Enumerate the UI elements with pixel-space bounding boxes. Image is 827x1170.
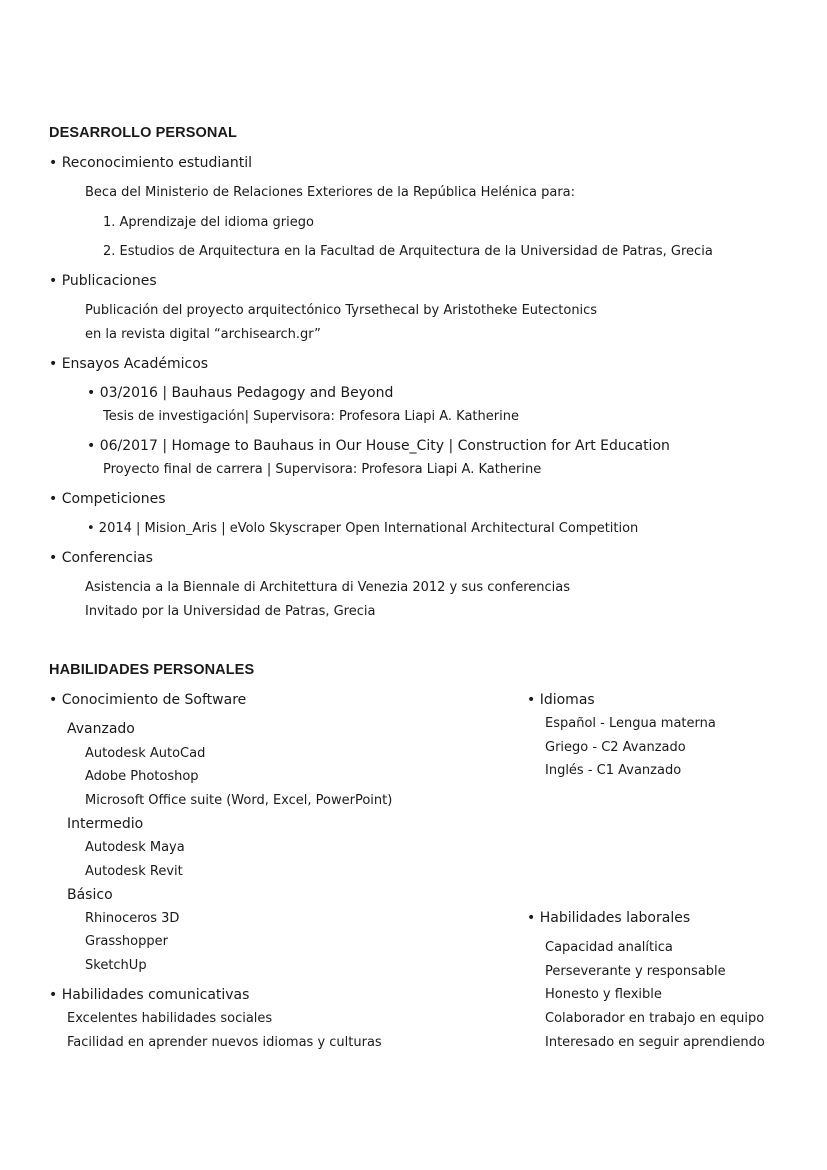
laboral-item: Interesado en seguir aprendiendo bbox=[545, 1035, 765, 1050]
software-item: Adobe Photoshop bbox=[85, 769, 199, 784]
reconocimiento-item: 1. Aprendizaje del idioma griego bbox=[103, 215, 314, 230]
software-level: Avanzado bbox=[67, 721, 135, 737]
software-level: Intermedio bbox=[67, 816, 144, 832]
publicaciones-line: Publicación del proyecto arquitectónico Tyrsethecal by Aristotheke Eutectonics bbox=[85, 303, 598, 318]
software-item: Autodesk Maya bbox=[85, 840, 185, 855]
section-title-habilidades-personales: HABILIDADES PERSONALES bbox=[49, 662, 255, 678]
idiomas-heading: • Idiomas bbox=[527, 692, 595, 708]
laboral-item: Perseverante y responsable bbox=[545, 964, 726, 979]
ensayo-title: • 06/2017 | Homage to Bauhaus in Our House_City | Construction for Art Education bbox=[87, 438, 670, 454]
idioma-item: Inglés - C1 Avanzado bbox=[545, 763, 682, 778]
reconocimiento-item: 2. Estudios de Arquitectura en la Facultad de Arquitectura de la Universidad de Patras, Grecia bbox=[103, 244, 713, 259]
publicaciones-line: en la revista digital “archisearch.gr” bbox=[85, 327, 321, 342]
comunicativas-item: Excelentes habilidades sociales bbox=[67, 1011, 273, 1026]
comunicativas-heading: • Habilidades comunicativas bbox=[49, 987, 250, 1003]
competicion-item: • 2014 | Mision_Aris | eVolo Skyscraper Open International Architectural Competition bbox=[87, 521, 639, 536]
conferencias-heading: • Conferencias bbox=[49, 550, 153, 566]
ensayo-detail: Tesis de investigación| Supervisora: Profesora Liapi A. Katherine bbox=[103, 409, 519, 424]
laboral-item: Capacidad analítica bbox=[545, 940, 673, 955]
conferencias-line: Invitado por la Universidad de Patras, Grecia bbox=[85, 604, 376, 619]
ensayos-heading: • Ensayos Académicos bbox=[49, 356, 209, 372]
laboral-item: Colaborador en trabajo en equipo bbox=[545, 1011, 765, 1026]
comunicativas-item: Facilidad en aprender nuevos idiomas y culturas bbox=[67, 1035, 382, 1050]
reconocimiento-intro: Beca del Ministerio de Relaciones Exteriores de la República Helénica para: bbox=[85, 185, 576, 200]
software-item: Rhinoceros 3D bbox=[85, 911, 180, 926]
competiciones-heading: • Competiciones bbox=[49, 491, 166, 507]
idioma-item: Griego - C2 Avanzado bbox=[545, 740, 686, 755]
software-level: Básico bbox=[67, 887, 113, 903]
reconocimiento-heading: • Reconocimiento estudiantil bbox=[49, 155, 252, 171]
software-item: Autodesk AutoCad bbox=[85, 746, 206, 761]
software-heading: • Conocimiento de Software bbox=[49, 692, 247, 708]
laborales-heading: • Habilidades laborales bbox=[527, 910, 691, 926]
software-item: Autodesk Revit bbox=[85, 864, 183, 879]
publicaciones-heading: • Publicaciones bbox=[49, 273, 157, 289]
software-item: SketchUp bbox=[85, 958, 147, 973]
software-item: Grasshopper bbox=[85, 934, 168, 949]
ensayo-title: • 03/2016 | Bauhaus Pedagogy and Beyond bbox=[87, 385, 394, 401]
laboral-item: Honesto y flexible bbox=[545, 987, 662, 1002]
ensayo-detail: Proyecto final de carrera | Supervisora: Profesora Liapi A. Katherine bbox=[103, 462, 542, 477]
section-title-desarrollo-personal: DESARROLLO PERSONAL bbox=[49, 125, 237, 141]
idioma-item: Español - Lengua materna bbox=[545, 716, 716, 731]
conferencias-line: Asistencia a la Biennale di Architettura di Venezia 2012 y sus conferencias bbox=[85, 580, 571, 595]
software-item: Microsoft Office suite (Word, Excel, PowerPoint) bbox=[85, 793, 393, 808]
